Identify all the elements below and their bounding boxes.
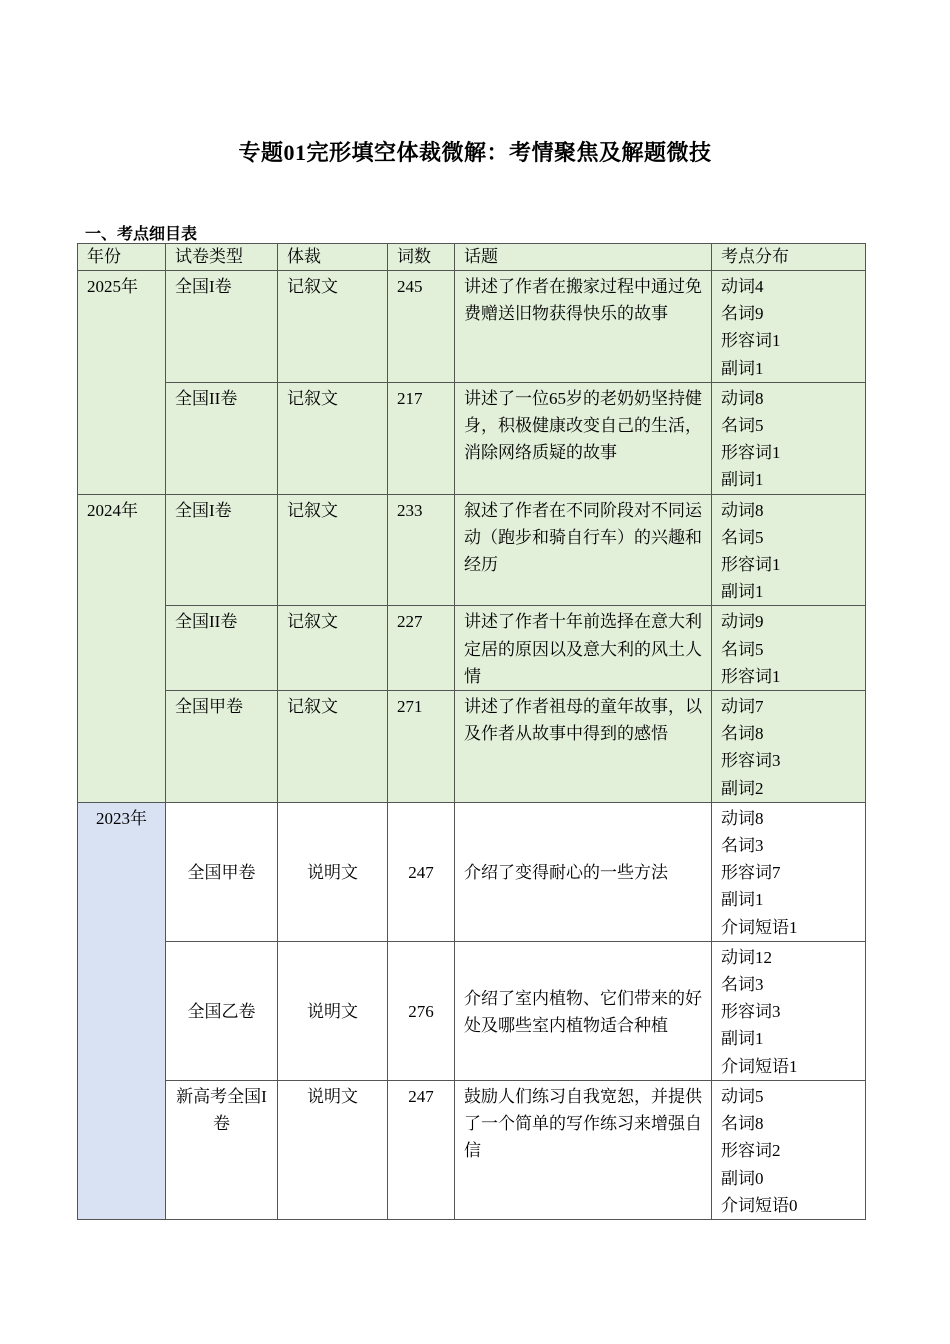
distribution-cell — [712, 382, 866, 494]
year-cell: 2024年 — [78, 494, 166, 802]
table-row — [78, 271, 866, 383]
header-topic: 话题 — [455, 244, 712, 271]
distribution-item: 名词8 — [721, 1114, 764, 1134]
words-cell: 271 — [388, 691, 455, 803]
genre-cell: 记叙文 — [278, 382, 388, 494]
topic-cell: 介绍了变得耐心的一些方法 — [455, 802, 712, 941]
header-year: 年份 — [78, 244, 166, 271]
distribution-item: 副词1 — [721, 582, 764, 602]
exam-analysis-table — [77, 243, 866, 1220]
paper-cell: 全国I卷 — [166, 494, 278, 606]
distribution-item: 介词短语1 — [721, 1056, 798, 1076]
header-genre: 体裁 — [278, 244, 388, 271]
genre-cell: 记叙文 — [278, 271, 388, 383]
distribution-item: 动词4 — [721, 277, 764, 296]
paper-cell: 全国II卷 — [166, 382, 278, 494]
distribution-item: 形容词1 — [721, 555, 781, 575]
table-row — [78, 941, 866, 1080]
distribution-item: 动词8 — [721, 500, 764, 520]
table-header-row — [78, 244, 866, 271]
distribution-item: 介词短语1 — [721, 917, 798, 937]
genre-cell: 记叙文 — [278, 606, 388, 691]
table-row — [78, 691, 866, 803]
distribution-item: 形容词7 — [721, 863, 781, 883]
words-cell: 247 — [388, 1080, 455, 1219]
distribution-item: 副词1 — [721, 890, 764, 910]
table-row — [78, 802, 866, 941]
header-words: 词数 — [388, 244, 455, 271]
distribution-item: 形容词3 — [721, 751, 781, 771]
distribution-cell — [712, 691, 866, 803]
distribution-item: 副词1 — [721, 470, 764, 490]
distribution-item: 副词1 — [721, 358, 764, 378]
distribution-cell — [712, 802, 866, 941]
table-row — [78, 494, 866, 606]
distribution-item: 名词9 — [721, 304, 764, 324]
distribution-item: 形容词3 — [721, 1002, 781, 1022]
topic-cell: 鼓励人们练习自我宽恕，并提供了一个简单的写作练习来增强自信 — [455, 1080, 712, 1219]
genre-cell: 记叙文 — [278, 691, 388, 803]
distribution-item: 名词5 — [721, 416, 764, 436]
topic-cell: 讲述了作者祖母的童年故事，以及作者从故事中得到的感悟 — [455, 691, 712, 803]
words-cell: 233 — [388, 494, 455, 606]
header-paper: 试卷类型 — [166, 244, 278, 271]
distribution-cell — [712, 1080, 866, 1219]
distribution-item: 形容词1 — [721, 666, 781, 686]
page-title: 专题01完形填空体裁微解：考情聚焦及解题微技 — [238, 140, 712, 165]
topic-cell: 介绍了室内植物、它们带来的好处及哪些室内植物适合种植 — [455, 941, 712, 1080]
distribution-cell — [712, 606, 866, 691]
distribution-item: 动词7 — [721, 697, 764, 717]
topic-cell: 叙述了作者在不同阶段对不同运动（跑步和骑自行车）的兴趣和经历 — [455, 494, 712, 606]
distribution-cell — [712, 941, 866, 1080]
distribution-item: 形容词1 — [721, 331, 781, 351]
table-row — [78, 606, 866, 691]
distribution-item: 名词3 — [721, 975, 764, 995]
paper-cell: 全国I卷 — [166, 271, 278, 383]
paper-cell: 全国乙卷 — [166, 941, 278, 1080]
distribution-item: 副词2 — [721, 778, 764, 798]
distribution-item: 动词8 — [721, 808, 764, 828]
distribution-item: 名词8 — [721, 724, 764, 744]
distribution-item: 副词1 — [721, 1029, 764, 1049]
distribution-cell — [712, 271, 866, 383]
words-cell: 217 — [388, 382, 455, 494]
distribution-item: 副词0 — [721, 1168, 764, 1188]
words-cell: 276 — [388, 941, 455, 1080]
words-cell: 247 — [388, 802, 455, 941]
topic-cell: 讲述了一位65岁的老奶奶坚持健身，积极健康改变自己的生活，消除网络质疑的故事 — [455, 382, 712, 494]
distribution-item: 名词5 — [721, 639, 764, 659]
paper-cell: 全国II卷 — [166, 606, 278, 691]
distribution-item: 形容词2 — [721, 1141, 781, 1161]
distribution-item: 动词5 — [721, 1086, 764, 1106]
paper-cell: 全国甲卷 — [166, 691, 278, 803]
topic-cell: 讲述了作者十年前选择在意大利定居的原因以及意大利的风土人情 — [455, 606, 712, 691]
table-row — [78, 382, 866, 494]
paper-cell: 新高考全国I卷 — [166, 1080, 278, 1219]
topic-cell: 讲述了作者在搬家过程中通过免费赠送旧物获得快乐的故事 — [455, 271, 712, 383]
distribution-cell — [712, 494, 866, 606]
distribution-item: 动词9 — [721, 612, 764, 632]
year-cell: 2023年 — [78, 802, 166, 1219]
section-heading: 一、考点细目表 — [85, 226, 198, 243]
words-cell: 245 — [388, 271, 455, 383]
genre-cell: 说明文 — [278, 1080, 388, 1219]
paper-cell: 全国甲卷 — [166, 802, 278, 941]
table-row — [78, 1080, 866, 1219]
genre-cell: 说明文 — [278, 941, 388, 1080]
distribution-item: 形容词1 — [721, 443, 781, 463]
genre-cell: 记叙文 — [278, 494, 388, 606]
words-cell: 227 — [388, 606, 455, 691]
genre-cell: 说明文 — [278, 802, 388, 941]
year-cell: 2025年 — [78, 271, 166, 495]
distribution-item: 动词12 — [721, 947, 772, 967]
distribution-item: 名词5 — [721, 527, 764, 547]
header-distribution: 考点分布 — [712, 244, 866, 271]
distribution-item: 动词8 — [721, 388, 764, 408]
distribution-item: 介词短语0 — [721, 1195, 798, 1215]
distribution-item: 名词3 — [721, 836, 764, 856]
